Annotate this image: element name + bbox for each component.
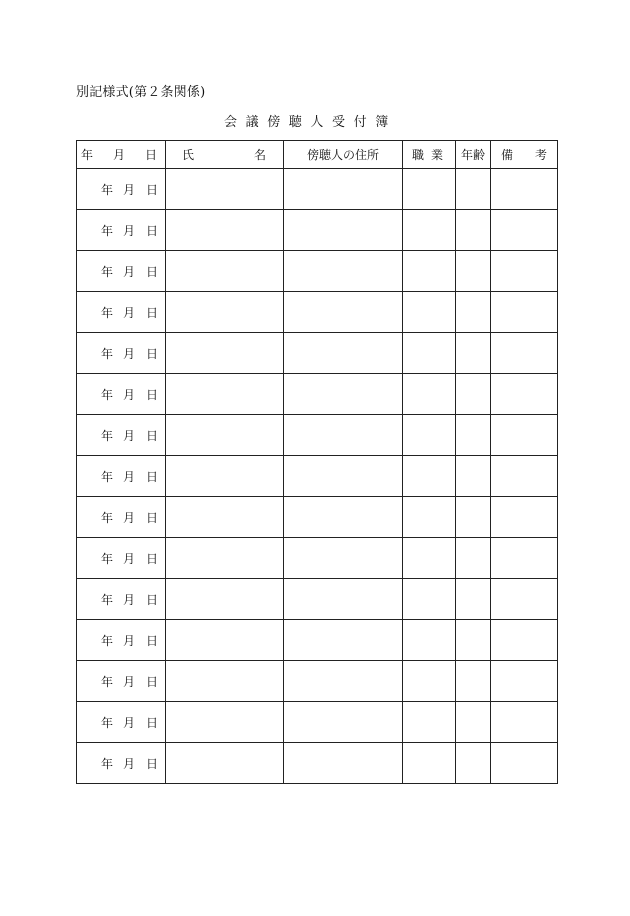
date-year-label: 年 — [101, 469, 114, 484]
table-row — [77, 292, 558, 333]
address-cell[interactable] — [284, 456, 403, 497]
date-year-label: 年 — [101, 223, 114, 238]
date-cell[interactable] — [77, 210, 166, 251]
date-month-label: 月 — [123, 551, 136, 566]
age-cell[interactable] — [456, 374, 491, 415]
date-month-label: 月 — [123, 510, 136, 525]
age-cell[interactable] — [456, 538, 491, 579]
table-row — [77, 456, 558, 497]
address-cell[interactable] — [284, 169, 403, 210]
header-name — [166, 141, 284, 169]
occupation-cell[interactable] — [403, 333, 456, 374]
date-cell[interactable] — [77, 292, 166, 333]
table-row — [77, 620, 558, 661]
occupation-cell[interactable] — [403, 374, 456, 415]
remarks-cell[interactable] — [491, 456, 558, 497]
table-row — [77, 169, 558, 210]
address-cell[interactable] — [284, 661, 403, 702]
age-cell[interactable] — [456, 661, 491, 702]
date-month-label: 月 — [123, 674, 136, 689]
date-day-label: 日 — [146, 387, 159, 402]
name-cell[interactable] — [166, 702, 284, 743]
header-remarks-char-2: 考 — [535, 148, 548, 162]
occupation-cell[interactable] — [403, 456, 456, 497]
remarks-cell[interactable] — [491, 292, 558, 333]
date-cell[interactable] — [77, 702, 166, 743]
name-cell[interactable] — [166, 169, 284, 210]
date-day-label: 日 — [146, 182, 159, 197]
name-cell[interactable] — [166, 497, 284, 538]
remarks-cell[interactable] — [491, 620, 558, 661]
name-cell[interactable] — [166, 743, 284, 784]
header-remarks — [491, 141, 558, 169]
date-day-label: 日 — [146, 469, 159, 484]
date-month-label: 月 — [123, 223, 136, 238]
occupation-cell[interactable] — [403, 620, 456, 661]
date-day-label: 日 — [146, 592, 159, 607]
date-month-label: 月 — [123, 469, 136, 484]
header-row — [77, 141, 558, 169]
date-day-label: 日 — [146, 756, 159, 771]
age-cell[interactable] — [456, 292, 491, 333]
date-year-label: 年 — [101, 510, 114, 525]
date-day-label: 日 — [146, 674, 159, 689]
date-month-label: 月 — [123, 182, 136, 197]
name-cell[interactable] — [166, 579, 284, 620]
date-month-label: 月 — [123, 756, 136, 771]
header-name-char-2: 名 — [254, 148, 267, 162]
table-row — [77, 415, 558, 456]
date-cell[interactable] — [77, 620, 166, 661]
date-year-label: 年 — [101, 756, 114, 771]
age-cell[interactable] — [456, 415, 491, 456]
date-cell[interactable] — [77, 415, 166, 456]
table-row — [77, 702, 558, 743]
age-cell[interactable] — [456, 333, 491, 374]
date-day-label: 日 — [146, 551, 159, 566]
table-row — [77, 538, 558, 579]
table-row — [77, 210, 558, 251]
date-cell[interactable] — [77, 169, 166, 210]
remarks-cell[interactable] — [491, 415, 558, 456]
occupation-cell[interactable] — [403, 415, 456, 456]
date-year-label: 年 — [101, 428, 114, 443]
date-year-label: 年 — [101, 674, 114, 689]
remarks-cell[interactable] — [491, 210, 558, 251]
name-cell[interactable] — [166, 292, 284, 333]
remarks-cell[interactable] — [491, 169, 558, 210]
date-year-label: 年 — [101, 182, 114, 197]
address-cell[interactable] — [284, 415, 403, 456]
date-day-label: 日 — [146, 346, 159, 361]
date-day-label: 日 — [146, 223, 159, 238]
form-title: 会議傍聴人受付簿 — [224, 115, 397, 130]
age-cell[interactable] — [456, 251, 491, 292]
date-cell[interactable] — [77, 538, 166, 579]
header-name-char-1: 氏 — [182, 148, 195, 162]
header-occupation: 職業 — [403, 141, 456, 169]
remarks-cell[interactable] — [491, 497, 558, 538]
date-day-label: 日 — [146, 264, 159, 279]
occupation-cell[interactable] — [403, 251, 456, 292]
date-year-label: 年 — [101, 592, 114, 607]
address-cell[interactable] — [284, 292, 403, 333]
header-age: 年齢 — [456, 141, 491, 169]
occupation-cell[interactable] — [403, 169, 456, 210]
age-cell[interactable] — [456, 456, 491, 497]
table-row — [77, 251, 558, 292]
date-year-label: 年 — [101, 715, 114, 730]
address-cell[interactable] — [284, 538, 403, 579]
form-caption: 別記様式(第２条関係) — [76, 85, 206, 100]
name-cell[interactable] — [166, 251, 284, 292]
occupation-cell[interactable] — [403, 743, 456, 784]
occupation-cell[interactable] — [403, 538, 456, 579]
occupation-cell[interactable] — [403, 210, 456, 251]
remarks-cell[interactable] — [491, 251, 558, 292]
occupation-cell[interactable] — [403, 661, 456, 702]
header-date: 年 月 日 — [77, 141, 166, 169]
date-month-label: 月 — [123, 387, 136, 402]
age-cell[interactable] — [456, 210, 491, 251]
table-row — [77, 743, 558, 784]
address-cell[interactable] — [284, 620, 403, 661]
age-cell[interactable] — [456, 702, 491, 743]
remarks-cell[interactable] — [491, 661, 558, 702]
occupation-cell[interactable] — [403, 702, 456, 743]
date-month-label: 月 — [123, 633, 136, 648]
remarks-cell[interactable] — [491, 374, 558, 415]
occupation-cell[interactable] — [403, 497, 456, 538]
remarks-cell[interactable] — [491, 579, 558, 620]
registry-table — [76, 140, 558, 784]
date-year-label: 年 — [101, 551, 114, 566]
date-year-label: 年 — [101, 387, 114, 402]
remarks-cell[interactable] — [491, 538, 558, 579]
date-month-label: 月 — [123, 264, 136, 279]
date-year-label: 年 — [101, 633, 114, 648]
date-year-label: 年 — [101, 305, 114, 320]
date-day-label: 日 — [146, 633, 159, 648]
date-month-label: 月 — [123, 715, 136, 730]
address-cell[interactable] — [284, 743, 403, 784]
address-cell[interactable] — [284, 210, 403, 251]
address-cell[interactable] — [284, 702, 403, 743]
age-cell[interactable] — [456, 743, 491, 784]
address-cell[interactable] — [284, 251, 403, 292]
age-cell[interactable] — [456, 497, 491, 538]
header-remarks-char-1: 備 — [501, 148, 514, 162]
date-month-label: 月 — [123, 428, 136, 443]
address-cell[interactable] — [284, 374, 403, 415]
date-month-label: 月 — [123, 346, 136, 361]
header-address: 傍聴人の住所 — [284, 141, 403, 169]
remarks-cell[interactable] — [491, 743, 558, 784]
date-month-label: 月 — [123, 305, 136, 320]
date-cell[interactable] — [77, 333, 166, 374]
date-month-label: 月 — [123, 592, 136, 607]
table-row — [77, 579, 558, 620]
age-cell[interactable] — [456, 579, 491, 620]
date-cell[interactable] — [77, 374, 166, 415]
date-cell[interactable] — [77, 456, 166, 497]
name-cell[interactable] — [166, 333, 284, 374]
table-row — [77, 333, 558, 374]
address-cell[interactable] — [284, 497, 403, 538]
date-cell[interactable] — [77, 661, 166, 702]
age-cell[interactable] — [456, 620, 491, 661]
name-cell[interactable] — [166, 620, 284, 661]
date-day-label: 日 — [146, 428, 159, 443]
date-cell[interactable] — [77, 497, 166, 538]
date-day-label: 日 — [146, 510, 159, 525]
address-cell[interactable] — [284, 333, 403, 374]
name-cell[interactable] — [166, 415, 284, 456]
name-cell[interactable] — [166, 456, 284, 497]
date-cell[interactable] — [77, 743, 166, 784]
date-cell[interactable] — [77, 251, 166, 292]
table-row — [77, 497, 558, 538]
date-cell[interactable] — [77, 579, 166, 620]
name-cell[interactable] — [166, 374, 284, 415]
name-cell[interactable] — [166, 661, 284, 702]
remarks-cell[interactable] — [491, 333, 558, 374]
occupation-cell[interactable] — [403, 292, 456, 333]
address-cell[interactable] — [284, 579, 403, 620]
table-row — [77, 661, 558, 702]
date-day-label: 日 — [146, 715, 159, 730]
date-day-label: 日 — [146, 305, 159, 320]
table-row — [77, 374, 558, 415]
name-cell[interactable] — [166, 210, 284, 251]
occupation-cell[interactable] — [403, 579, 456, 620]
remarks-cell[interactable] — [491, 702, 558, 743]
name-cell[interactable] — [166, 538, 284, 579]
age-cell[interactable] — [456, 169, 491, 210]
date-year-label: 年 — [101, 264, 114, 279]
date-year-label: 年 — [101, 346, 114, 361]
